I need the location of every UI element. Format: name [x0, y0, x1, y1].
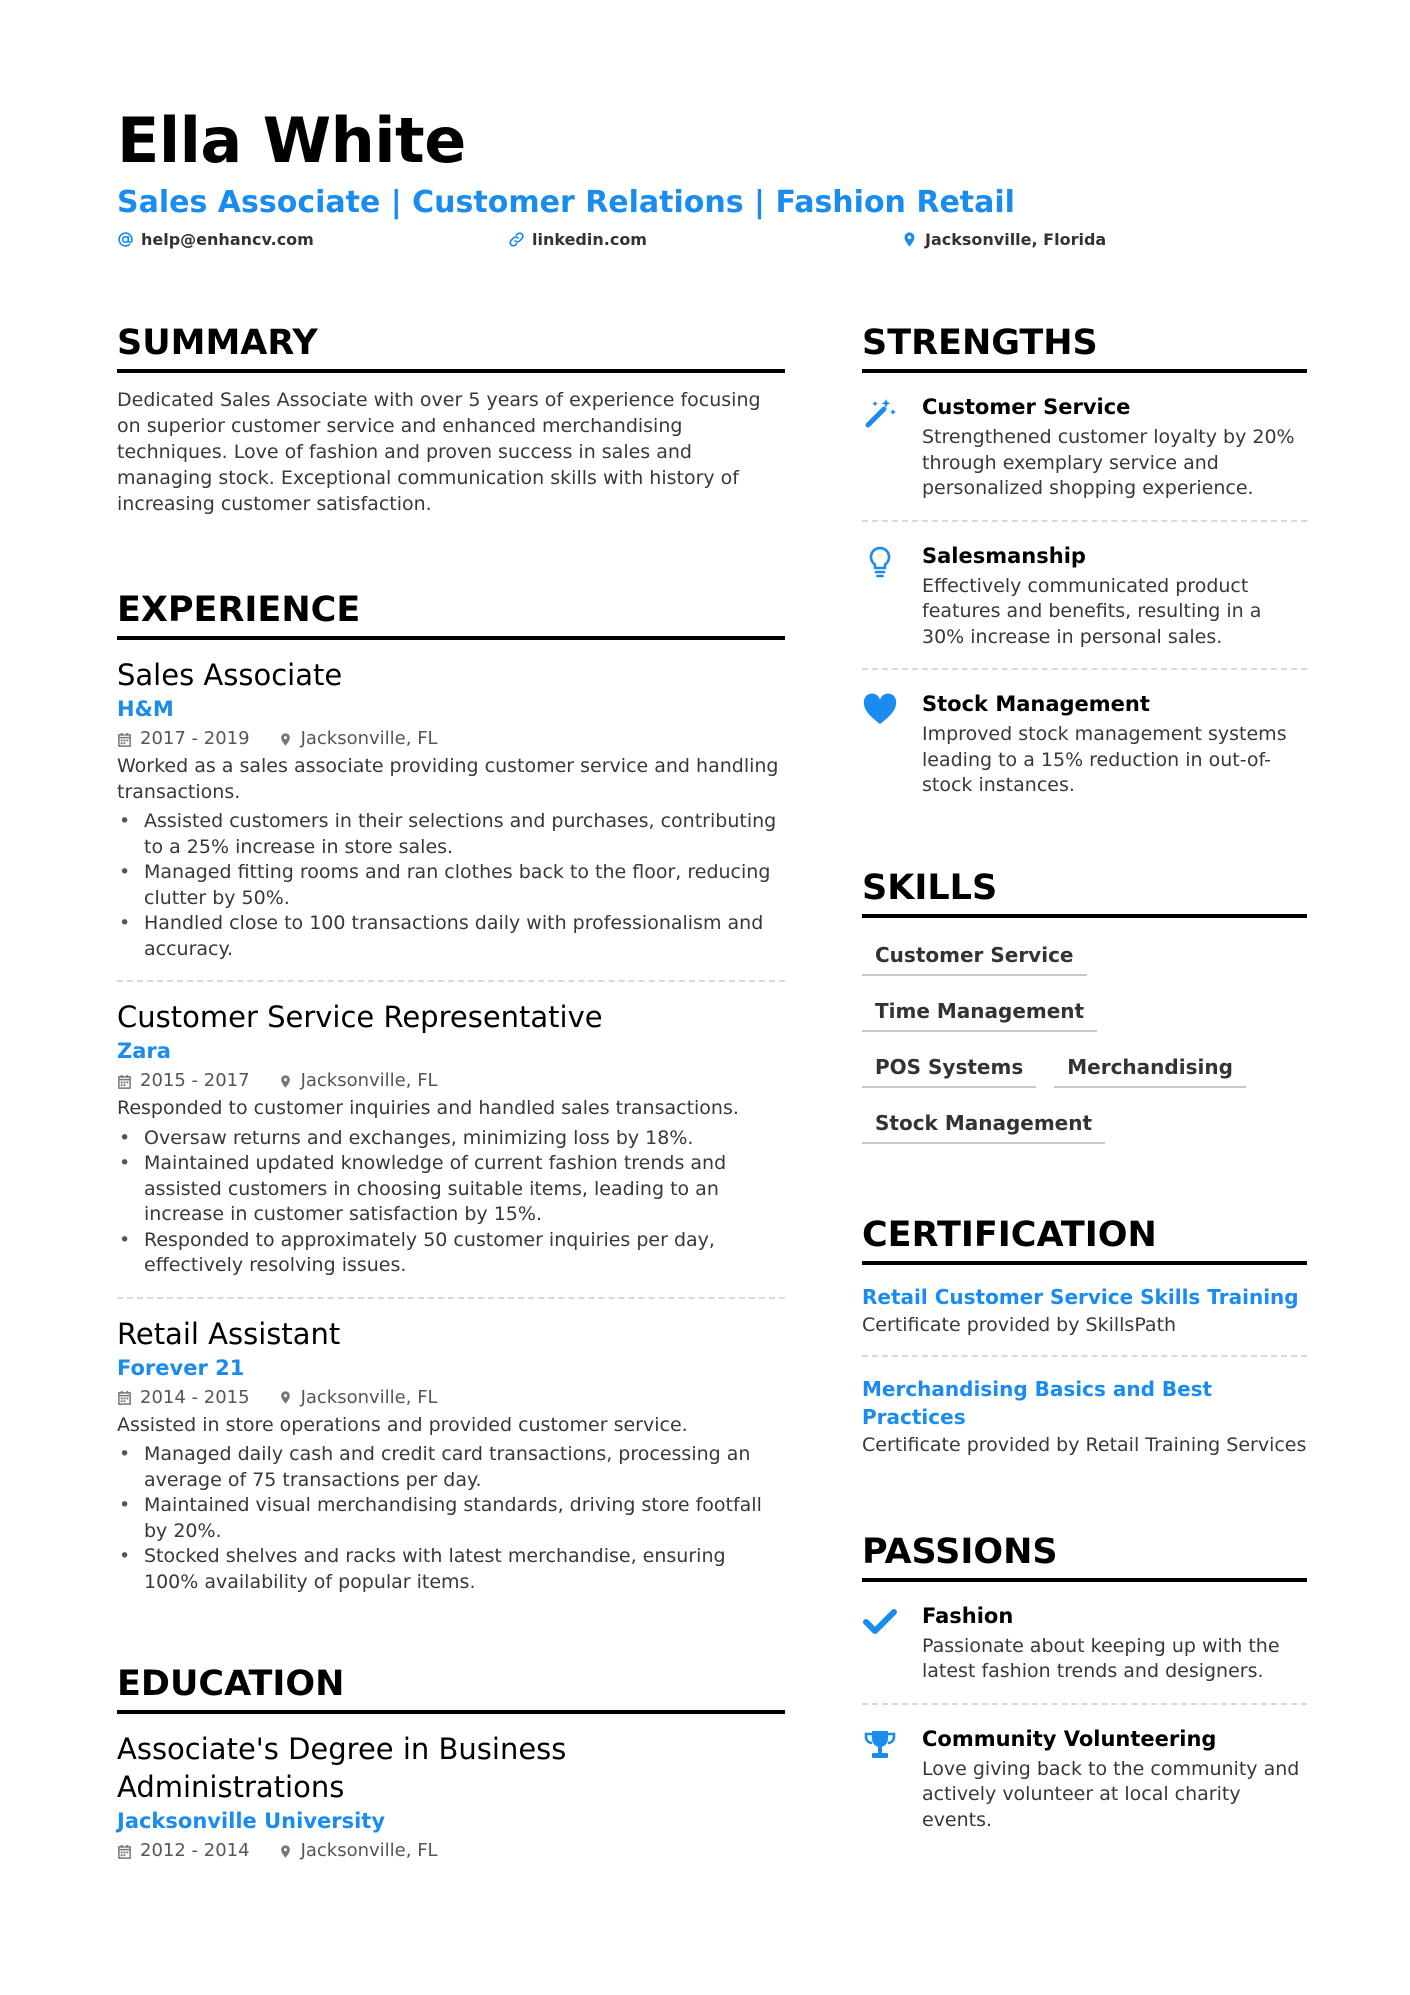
job-title: Sales Associate: [117, 658, 343, 692]
location-pin-icon: [278, 732, 293, 747]
skill-tag: Merchandising: [1054, 1046, 1246, 1088]
entry-dates: 2017 - 2019: [140, 728, 250, 749]
certification-title: Retail Customer Service Skills Training: [862, 1284, 1299, 1309]
certification-heading: CERTIFICATION: [862, 1212, 1307, 1265]
left-column: [117, 320, 785, 1884]
company-name: Zara: [117, 1039, 171, 1063]
achievement-item: • Responded to approximately 50 customer inquiries per day, effectively resolving issues.: [117, 1228, 785, 1279]
education-heading: EDUCATION: [117, 1661, 785, 1714]
checkmark-icon: [862, 1604, 898, 1640]
achievement-item: • Assisted customers in their selections and purchases, contributing to a 25% increase in store sales.: [117, 809, 785, 860]
passion-item: [862, 1582, 1307, 1705]
location-pin-icon: [278, 1844, 293, 1859]
certification-provider: Certificate provided by SkillsPath: [862, 1313, 1177, 1336]
experience-heading: EXPERIENCE: [117, 587, 785, 640]
location-pin-icon: [278, 1074, 293, 1089]
calendar-icon: [117, 1074, 132, 1089]
entry-location: Jacksonville, FL: [300, 728, 438, 749]
school-name: Jacksonville University: [117, 1809, 386, 1833]
entry-meta: [117, 1836, 785, 1866]
at-sign-icon: [117, 231, 134, 248]
certification-title: Merchandising Basics and Best Practices: [862, 1376, 1213, 1429]
trophy-icon: [862, 1727, 898, 1763]
strength-title: Stock Management: [922, 692, 1150, 716]
achievement-item: • Maintained visual merchandising standards, driving store footfall by 20%.: [117, 1493, 785, 1544]
job-description: Responded to customer inquiries and handled sales transactions.: [117, 1097, 739, 1119]
achievement-list: [117, 1442, 785, 1595]
strength-item: [862, 373, 1307, 522]
education-entry: [117, 1714, 785, 1884]
summary-heading: SUMMARY: [117, 320, 785, 373]
strength-description: Effectively communicated product features and benefits, resulting in a 30% increase in personal sales.: [922, 574, 1262, 648]
calendar-icon: [117, 732, 132, 747]
entry-location: Jacksonville, FL: [300, 1386, 438, 1408]
achievement-item: • Handled close to 100 transactions daily with professionalism and accuracy.: [117, 911, 785, 962]
achievement-list: [117, 1126, 785, 1279]
headline: Sales Associate | Customer Relations | Fashion Retail: [117, 185, 1015, 220]
skills-list: [862, 934, 1307, 1158]
skill-tag: Customer Service: [862, 934, 1087, 976]
certification-provider: Certificate provided by Retail Training Services: [862, 1433, 1307, 1456]
entry-location: Jacksonville, FL: [300, 1840, 438, 1861]
entry-meta: [117, 1066, 785, 1096]
achievement-item: • Oversaw returns and exchanges, minimizing loss by 18%.: [117, 1126, 785, 1152]
heart-icon: [862, 692, 898, 728]
right-column: [862, 320, 1307, 1851]
job-description: Assisted in store operations and provided customer service.: [117, 1413, 688, 1436]
achievement-item: • Maintained updated knowledge of current fashion trends and assisted customers in choosing suitable items, leading to an increase in customer satisfaction by 15%.: [117, 1151, 785, 1228]
strength-item: [862, 522, 1307, 671]
strengths-heading: STRENGTHS: [862, 320, 1307, 373]
job-title: Customer Service Representative: [117, 1000, 603, 1034]
strength-title: Salesmanship: [922, 543, 1086, 568]
degree-title: Associate's Degree in Business Administrations: [117, 1732, 567, 1804]
location-pin-icon: [901, 231, 918, 248]
summary-text: Dedicated Sales Associate with over 5 years of experience focusing on superior customer service and enhanced merchandising techniques. Love of fashion and proven success in sales and managing stock. Exceptional communication skills with history of increasing customer satisfaction.: [117, 389, 761, 515]
passions-heading: PASSIONS: [862, 1529, 1307, 1582]
job-title: Retail Assistant: [117, 1316, 341, 1351]
candidate-name: Ella White: [117, 104, 466, 177]
passion-title: Community Volunteering: [922, 1726, 1217, 1751]
magic-wand-icon: [862, 395, 898, 431]
contact-linkedin[interactable]: [508, 230, 647, 249]
entry-dates: 2012 - 2014: [140, 1840, 250, 1861]
certification-item: [862, 1357, 1307, 1475]
linkedin-text: linkedin.com: [532, 230, 647, 249]
skill-tag: Stock Management: [862, 1102, 1105, 1144]
lightbulb-icon: [862, 544, 898, 580]
calendar-icon: [117, 1844, 132, 1859]
passion-description: Love giving back to the community and actively volunteer at local charity events.: [922, 1757, 1300, 1831]
entry-location: Jacksonville, FL: [300, 1070, 438, 1091]
email-text: help@enhancv.com: [141, 230, 314, 249]
entry-meta: [117, 724, 785, 754]
experience-entry: [117, 982, 785, 1299]
company-name: H&M: [117, 697, 174, 721]
link-icon: [508, 231, 525, 248]
experience-entry: [117, 1299, 785, 1614]
certification-item: [862, 1265, 1307, 1357]
achievement-list: [117, 809, 785, 962]
skill-tag: Time Management: [862, 990, 1097, 1032]
strength-description: Improved stock management systems leading to a 15% reduction in out-of-stock instances.: [922, 723, 1287, 796]
location-text: Jacksonville, Florida: [925, 230, 1107, 249]
passion-title: Fashion: [922, 1603, 1014, 1628]
passion-item: [862, 1705, 1307, 1852]
strength-item: [862, 670, 1307, 817]
contact-location: [901, 230, 1106, 249]
entry-dates: 2015 - 2017: [140, 1070, 250, 1091]
company-name: Forever 21: [117, 1355, 245, 1380]
achievement-item: • Managed fitting rooms and ran clothes back to the floor, reducing clutter by 50%.: [117, 860, 785, 911]
strength-description: Strengthened customer loyalty by 20% through exemplary service and personalized shopping experience.: [922, 426, 1295, 499]
skill-tag: POS Systems: [862, 1046, 1036, 1088]
strength-title: Customer Service: [922, 395, 1131, 419]
entry-dates: 2014 - 2015: [140, 1386, 250, 1408]
job-description: Worked as a sales associate providing customer service and handling transactions.: [117, 755, 779, 803]
experience-entry: [117, 640, 785, 982]
passion-description: Passionate about keeping up with the latest fashion trends and designers.: [922, 1634, 1280, 1682]
achievement-item: • Managed daily cash and credit card transactions, processing an average of 75 transactions per day.: [117, 1442, 785, 1493]
skills-heading: SKILLS: [862, 865, 1307, 918]
achievement-item: • Stocked shelves and racks with latest merchandise, ensuring 100% availability of popular items.: [117, 1544, 785, 1595]
location-pin-icon: [278, 1390, 293, 1405]
contact-email[interactable]: [117, 230, 314, 249]
calendar-icon: [117, 1390, 132, 1405]
entry-meta: [117, 1383, 785, 1413]
